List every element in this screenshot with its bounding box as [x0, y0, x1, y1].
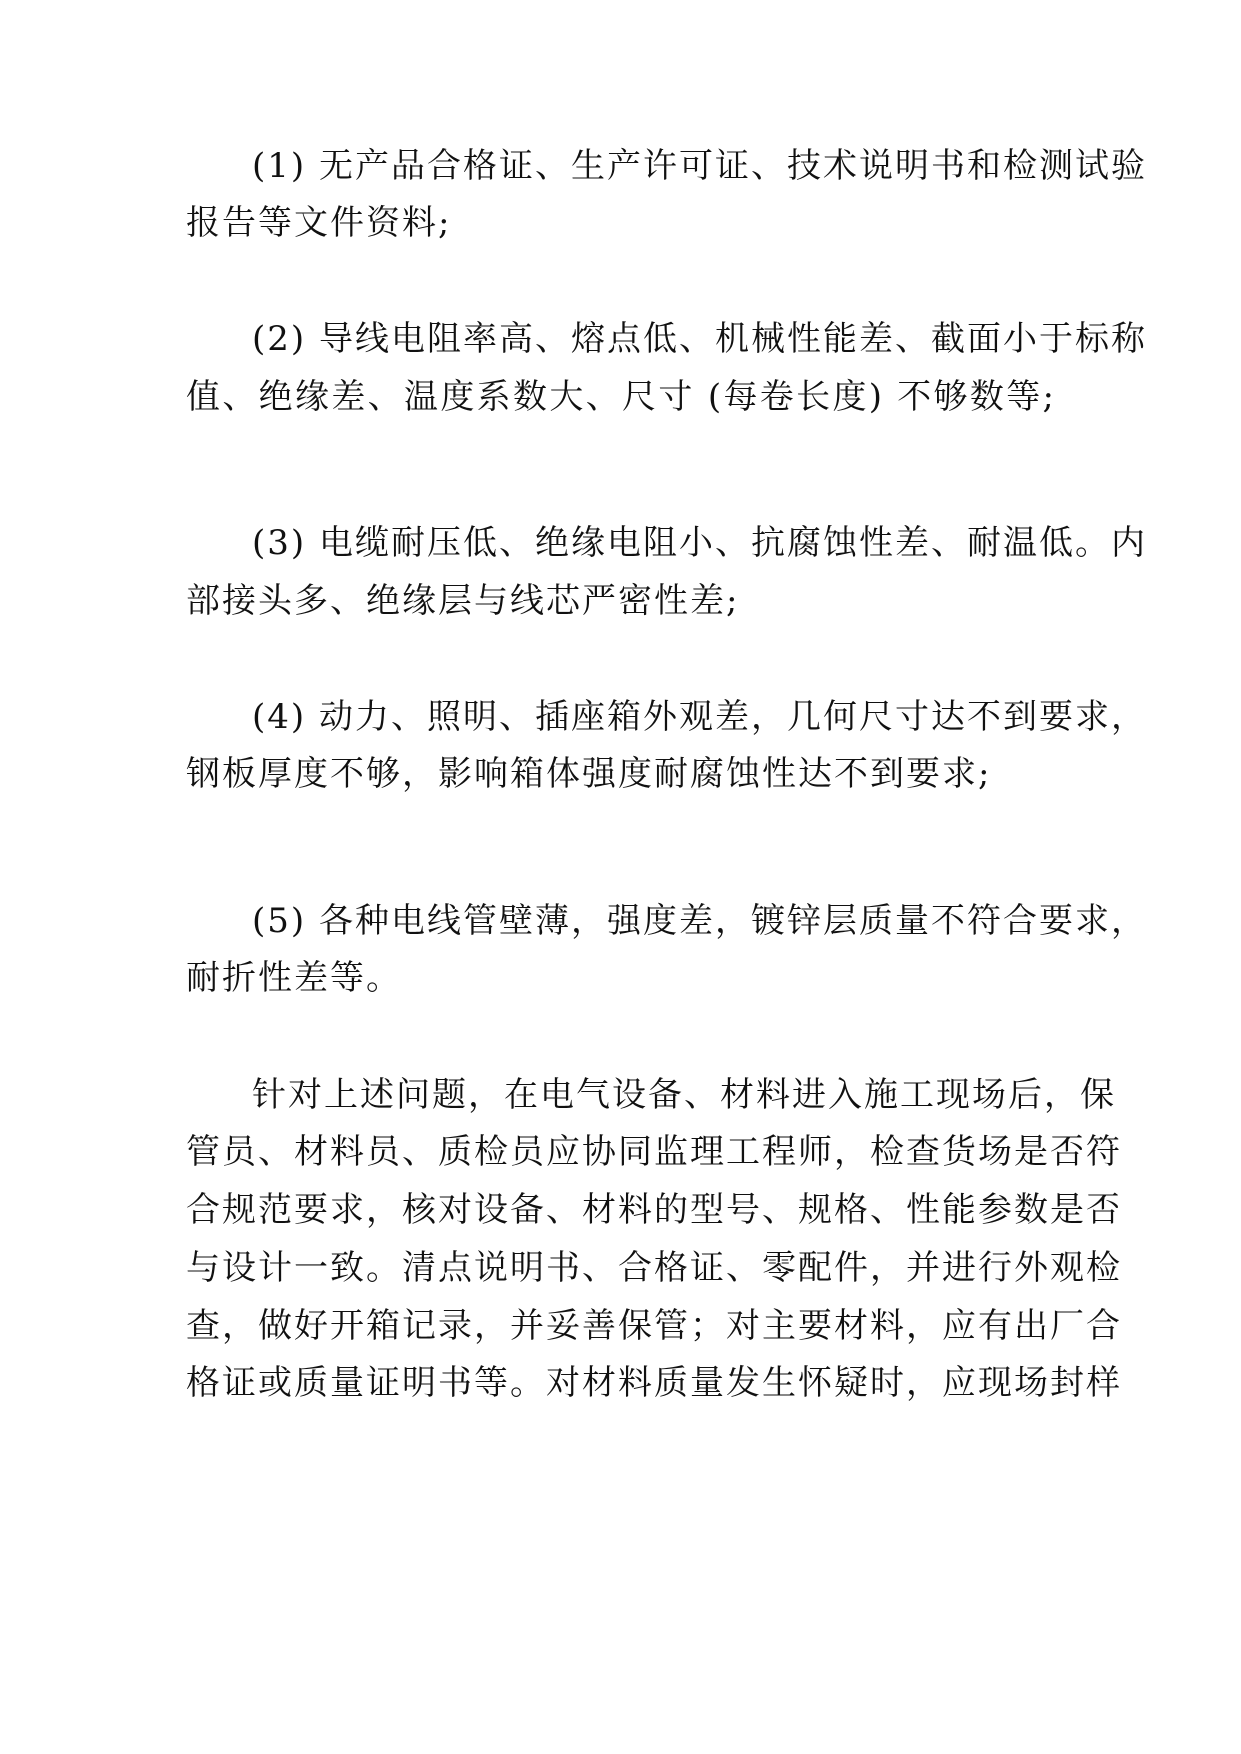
- paragraph-line-5: 查，做好开箱记录，并妥善保管；对主要材料，应有出厂合: [186, 1306, 1122, 1346]
- item-2-line-1: (2) 导线电阻率高、熔点低、机械性能差、截面小于标称: [252, 319, 1147, 359]
- item-5-line-2: 耐折性差等。: [186, 958, 402, 998]
- item-3-line-2: 部接头多、绝缘层与线芯严密性差;: [186, 581, 740, 621]
- item-4-line-2: 钢板厚度不够，影响箱体强度耐腐蚀性达不到要求;: [186, 754, 992, 794]
- paragraph-line-6: 格证或质量证明书等。对材料质量发生怀疑时，应现场封样: [186, 1363, 1122, 1403]
- item-3-line-1: (3) 电缆耐压低、绝缘电阻小、抗腐蚀性差、耐温低。内: [252, 523, 1147, 563]
- item-2-line-2: 值、绝缘差、温度系数大、尺寸 (每卷长度) 不够数等;: [186, 377, 1056, 417]
- paragraph-line-3: 合规范要求，核对设备、材料的型号、规格、性能参数是否: [186, 1190, 1122, 1230]
- paragraph-line-4: 与设计一致。清点说明书、合格证、零配件，并进行外观检: [186, 1248, 1122, 1288]
- item-5-line-1: (5) 各种电线管壁薄，强度差，镀锌层质量不符合要求，: [252, 901, 1147, 941]
- item-4-line-1: (4) 动力、照明、插座箱外观差，几何尺寸达不到要求，: [252, 697, 1147, 737]
- item-1-line-1: (1) 无产品合格证、生产许可证、技术说明书和检测试验: [252, 146, 1147, 186]
- item-1-line-2: 报告等文件资料;: [186, 203, 452, 243]
- paragraph-line-2: 管员、材料员、质检员应协同监理工程师，检查货场是否符: [186, 1132, 1122, 1172]
- paragraph-line-1: 针对上述问题，在电气设备、材料进入施工现场后，保: [252, 1075, 1116, 1115]
